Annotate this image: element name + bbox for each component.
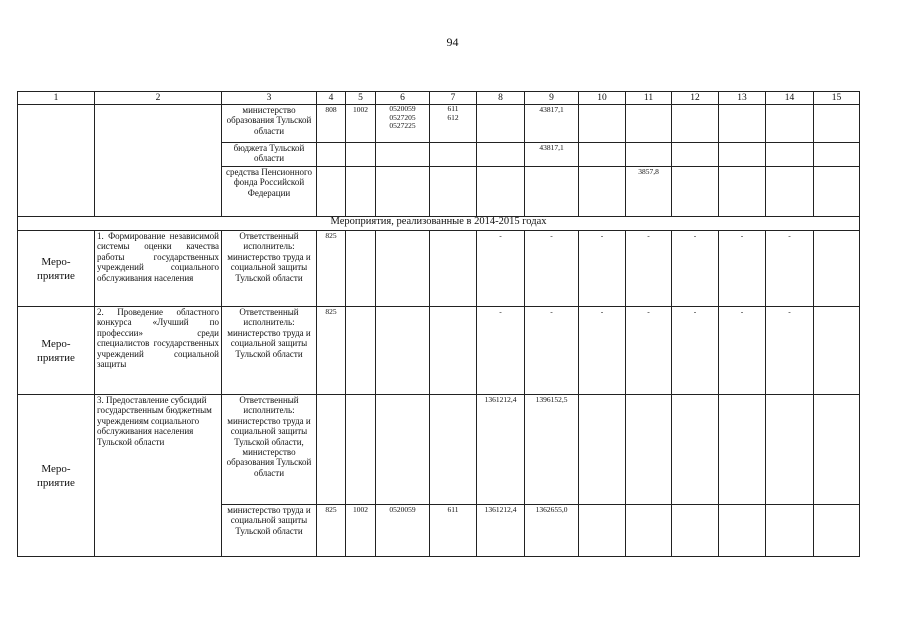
cell-value: 0520059 0527205 0527225 [376,105,430,143]
column-number: 12 [672,92,719,105]
cell-value: 1362655,0 [525,505,579,557]
column-number: 4 [317,92,346,105]
program-table [17,91,860,557]
executor-cell: Ответственный исполнитель: министерство труда и социальной защиты Тульской области [222,231,317,307]
cell-value: 1361212,4 [477,395,525,505]
table-row [18,231,860,307]
cell-value: 1361212,4 [477,505,525,557]
empty-cell [95,105,222,217]
cell-value: 825 [317,505,346,557]
column-number: 6 [376,92,430,105]
column-number: 5 [346,92,376,105]
cell-value: 1002 [346,505,376,557]
executor-cell: средства Пенсионного фонда Российской Федерации [222,167,317,217]
column-number-row [18,92,860,105]
cell-value: - [525,231,579,307]
row-type-label: Меро- приятие [18,395,95,557]
cell-value: 808 [317,105,346,143]
cell-value: - [672,307,719,395]
cell-value: 611 [430,505,477,557]
page-number: 94 [446,35,459,49]
cell-value: - [477,307,525,395]
column-number: 15 [814,92,860,105]
column-number: 8 [477,92,525,105]
executor-cell: Ответственный исполнитель: министерство труда и социальной защиты Тульской области, министерство образования Тульской области [222,395,317,505]
cell-value: - [672,231,719,307]
table-row [18,395,860,505]
cell-value: 43817,1 [525,105,579,143]
cell-value: - [477,231,525,307]
column-number: 9 [525,92,579,105]
table-row [18,307,860,395]
row-type-label: Меро- приятие [18,231,95,307]
empty-cell [477,105,525,143]
cell-value: 0520059 [376,505,430,557]
column-number: 3 [222,92,317,105]
empty-cell [18,105,95,217]
event-name: 1. Формирование независимой системы оценки качества работы государственных учреждений социального обслуживания населения [95,231,222,307]
cell-value: - [626,307,672,395]
column-number: 1 [18,92,95,105]
event-name: 2. Проведение областного конкурса «Лучший по профессии» среди специалистов государственных учреждений социальной защиты [95,307,222,395]
column-number: 7 [430,92,477,105]
section-row [18,217,860,231]
cell-value: - [579,307,626,395]
cell-value: - [579,231,626,307]
section-title: Мероприятия, реализованные в 2014-2015 годах [18,217,860,231]
column-number: 10 [579,92,626,105]
cell-value: - [719,307,766,395]
cell-value: 43817,1 [525,143,579,167]
cell-value: 611 612 [430,105,477,143]
cell-value: 825 [317,307,346,395]
cell-value: 3857,8 [626,167,672,217]
cell-value: - [766,231,814,307]
executor-cell: министерство труда и социальной защиты Тульской области [222,505,317,557]
table-row [18,105,860,143]
cell-value: 1002 [346,105,376,143]
cell-value: - [766,307,814,395]
column-number: 11 [626,92,672,105]
cell-value: 1396152,5 [525,395,579,505]
row-type-label: Меро- приятие [18,307,95,395]
executor-cell: Ответственный исполнитель: министерство труда и социальной защиты Тульской области [222,307,317,395]
cell-value: - [525,307,579,395]
column-number: 13 [719,92,766,105]
cell-value: - [626,231,672,307]
executor-cell: бюджета Тульской области [222,143,317,167]
cell-value: - [719,231,766,307]
cell-value: 825 [317,231,346,307]
column-number: 14 [766,92,814,105]
column-number: 2 [95,92,222,105]
event-name: 3. Предоставление субсидий государственным бюджетным учреждениям социального обслуживания населения Тульской области [95,395,222,557]
executor-cell: министерство образования Тульской области [222,105,317,143]
